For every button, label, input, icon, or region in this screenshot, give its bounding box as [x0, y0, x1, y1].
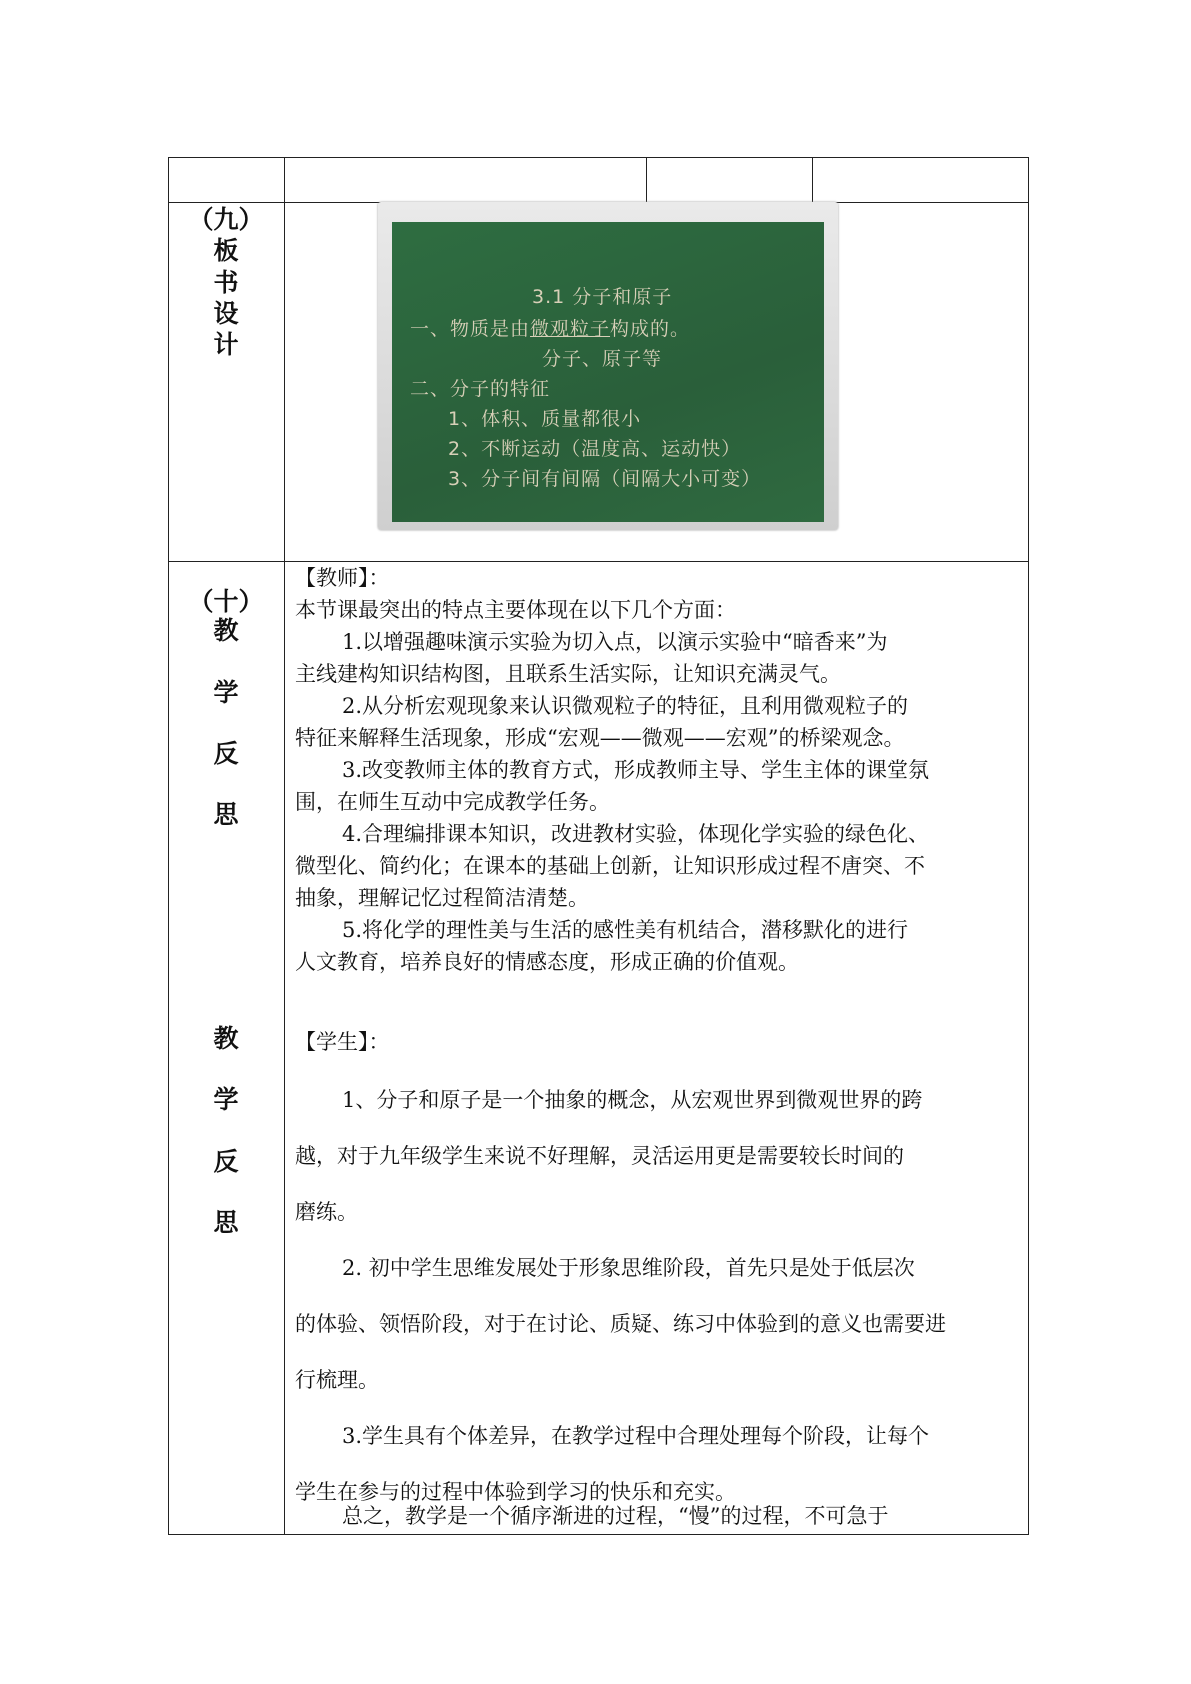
student-line: 学生在参与的过程中体验到学习的快乐和充实。 [295, 1480, 736, 1504]
section10-label-repeat [168, 1023, 284, 1238]
student-line: 总之，教学是一个循序渐进的过程，“慢”的过程，不可急于 [342, 1504, 889, 1528]
section10-label2-char: 教 [213, 1024, 239, 1053]
section9-label-char: 设 [213, 298, 239, 328]
board-line-4: 1、体积、质量都很小 [448, 408, 642, 430]
board-line-1-underlined: 微观粒子 [530, 318, 611, 340]
teacher-line: 1.以增强趣味演示实验为切入点，以演示实验中“暗香来”为 [342, 630, 888, 654]
table-border-bottom [168, 1534, 1029, 1535]
board-line-5: 2、不断运动（温度高、运动快） [448, 438, 742, 460]
blackboard-image [378, 202, 838, 530]
header-divider-2 [812, 157, 813, 202]
section9-label-char: 板 [213, 236, 239, 266]
teacher-line: 特征来解释生活现象，形成“宏观——微观——宏观”的桥梁观念。 [295, 726, 905, 750]
section9-label [168, 204, 284, 360]
student-line: 2. 初中学生思维发展处于形象思维阶段，首先只是处于低层次 [342, 1256, 915, 1280]
teacher-line: 3.改变教师主体的教育方式，形成教师主导、学生主体的课堂氛 [342, 758, 930, 782]
header-divider-1 [646, 157, 647, 202]
blackboard [392, 222, 824, 522]
section10-label2-char: 思 [213, 1207, 239, 1237]
section9-label-char: （九） [188, 205, 264, 234]
board-line-1-post: 构成的。 [610, 318, 691, 340]
table-border-left [168, 157, 169, 1535]
table-border-top [168, 157, 1029, 158]
table-column-divider [284, 157, 285, 1535]
section10-label-char: 思 [213, 800, 239, 829]
section10-label2-char: 反 [213, 1146, 239, 1176]
section10-label-char: 教 [213, 616, 239, 646]
section10-label2-char: 学 [213, 1085, 239, 1115]
teacher-line: 人文教育，培养良好的情感态度，形成正确的价值观。 [295, 950, 799, 974]
section9-label-char: 计 [213, 330, 239, 359]
section10-label [168, 586, 284, 830]
section10-label-char: 反 [213, 738, 239, 768]
student-line: 行梳理。 [295, 1368, 379, 1392]
teacher-line: 本节课最突出的特点主要体现在以下几个方面： [295, 598, 736, 622]
teacher-line: 围，在师生互动中完成教学任务。 [295, 790, 610, 814]
teacher-line: 4.合理编排课本知识，改进教材实验，体现化学实验的绿色化、 [342, 822, 930, 846]
student-heading: 【学生】： [295, 1030, 390, 1054]
board-line-6: 3、分子间有间隔（间隔大小可变） [448, 468, 762, 490]
teacher-line: 微型化、简约化；在课本的基础上创新，让知识形成过程不唐突、不 [295, 854, 925, 878]
student-line: 越，对于九年级学生来说不好理解，灵活运用更是需要较长时间的 [295, 1144, 904, 1168]
board-line-2: 分子、原子等 [542, 348, 663, 370]
board-line-3: 二、分子的特征 [410, 378, 551, 400]
section10-label-char: 学 [213, 677, 239, 707]
teacher-line: 主线建构知识结构图，且联系生活实际，让知识充满灵气。 [295, 662, 841, 686]
board-line-1 [410, 314, 690, 341]
board-line-1-pre: 一、物质是由 [410, 318, 531, 340]
student-line: 3.学生具有个体差异，在教学过程中合理处理每个阶段，让每个 [342, 1424, 930, 1448]
student-line: 磨练。 [295, 1200, 358, 1224]
table-border-right [1028, 157, 1029, 1535]
teacher-heading: 【教师】： [295, 566, 390, 590]
student-line: 1、分子和原子是一个抽象的概念，从宏观世界到微观世界的跨 [342, 1088, 923, 1112]
student-line: 的体验、领悟阶段，对于在讨论、质疑、练习中体验到的意义也需要进 [295, 1312, 946, 1336]
section9-label-char: 书 [213, 267, 239, 297]
section10-label-char: （十） [188, 587, 264, 616]
teacher-line: 5.将化学的理性美与生活的感性美有机结合，潜移默化的进行 [342, 918, 909, 942]
teacher-line: 2.从分析宏观现象来认识微观粒子的特征，且利用微观粒子的 [342, 694, 909, 718]
board-title: 3.1 分子和原子 [532, 286, 673, 308]
teacher-line: 抽象，理解记忆过程简洁清楚。 [295, 886, 589, 910]
